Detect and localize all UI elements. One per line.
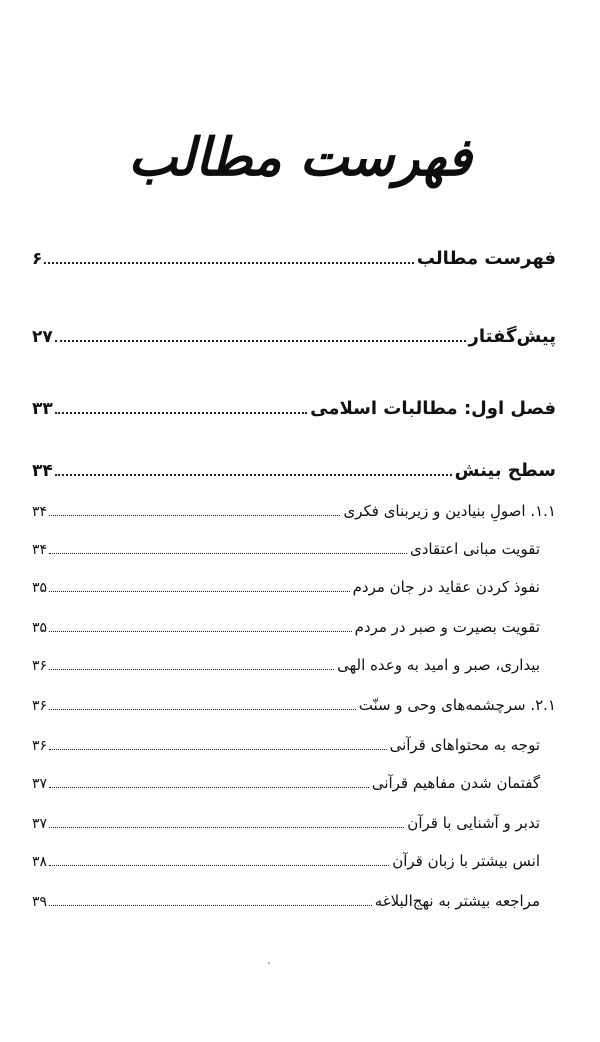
toc-entry-title: بیداری، صبر و امید به وعده الهی — [337, 656, 540, 674]
toc-entry[interactable] — [32, 774, 556, 792]
toc-entry[interactable] — [32, 326, 556, 347]
toc-entry-page: ۶ — [32, 249, 43, 269]
toc-entry-title: پیش‌گفتار — [468, 326, 556, 347]
toc-entry-page: ۳۹ — [32, 894, 48, 910]
toc-entry-page: ۲۷ — [32, 327, 53, 347]
scan-speck — [268, 962, 270, 964]
toc-entry-title: نفوذ کردن عقاید در جان مردم — [352, 578, 540, 596]
toc-entry-title: سطح بینش — [454, 460, 556, 481]
dot-leader — [49, 865, 389, 866]
toc-entry-page: ۳۸ — [32, 854, 48, 870]
toc-entry-page: ۳۴ — [32, 542, 48, 558]
toc-entry-page: ۳۴ — [32, 504, 48, 520]
toc-entry[interactable] — [32, 248, 556, 269]
dot-leader — [49, 905, 372, 906]
dot-leader — [49, 591, 350, 592]
toc-entry-title: فهرست مطالب — [416, 248, 556, 269]
toc-entry-page: ۳۵ — [32, 620, 48, 636]
toc-entry-title: تقویت بصیرت و صبر در مردم — [354, 618, 540, 636]
dot-leader — [49, 669, 334, 670]
toc-entry-page: ۳۴ — [32, 461, 53, 481]
toc-entry-title: ۱.۱. اصولِ بنیادین و زیربنای فکری — [343, 502, 556, 520]
toc-entry[interactable] — [32, 578, 556, 596]
toc-entry[interactable] — [32, 852, 556, 870]
toc-entry-page: ۳۷ — [32, 776, 48, 792]
toc-entry[interactable] — [32, 618, 556, 636]
toc-entry-title: ۲.۱. سرچشمه‌های وحی و سنّت — [358, 696, 556, 714]
toc-entry[interactable] — [32, 696, 556, 714]
toc-entry[interactable] — [32, 502, 556, 520]
dot-leader — [49, 515, 340, 516]
toc-entry[interactable] — [32, 892, 556, 910]
page-title: فهرست مطالب — [128, 127, 472, 188]
toc-entry-title: انس بیشتر با زبان قرآن — [392, 852, 540, 870]
toc-entry-title: تقویت مبانی اعتقادی — [410, 540, 540, 558]
toc-entry-title: توجه به محتواهای قرآنی — [389, 736, 540, 754]
toc-entry[interactable] — [32, 736, 556, 754]
toc-entry-title: مراجعه بیشتر به نهج‌البلاغه — [374, 892, 540, 910]
dot-leader — [49, 787, 369, 788]
dot-leader — [55, 474, 452, 476]
toc-entry-page: ۳۶ — [32, 658, 48, 674]
toc-entry-title: تدبر و آشنایی با قرآن — [407, 814, 540, 832]
dot-leader — [49, 631, 352, 632]
toc-entry-title: فصل اول: مطالبات اسلامی — [310, 398, 556, 419]
toc-entry-title: گفتمان شدن مفاهیم قرآنی — [371, 774, 540, 792]
toc-entry[interactable] — [32, 460, 556, 481]
dot-leader — [44, 262, 413, 264]
dot-leader — [49, 827, 404, 828]
dot-leader — [49, 749, 387, 750]
toc-entry-page: ۳۶ — [32, 698, 48, 714]
dot-leader — [49, 709, 356, 710]
toc-entry-page: ۳۵ — [32, 580, 48, 596]
toc-entry[interactable] — [32, 814, 556, 832]
dot-leader — [55, 340, 466, 342]
toc-entry[interactable] — [32, 656, 556, 674]
dot-leader — [55, 412, 307, 414]
dot-leader — [49, 553, 407, 554]
toc-entry[interactable] — [32, 540, 556, 558]
toc-entry-page: ۳۳ — [32, 399, 53, 419]
toc-entry[interactable] — [32, 398, 556, 419]
toc-entry-page: ۳۶ — [32, 738, 48, 754]
toc-entry-page: ۳۷ — [32, 816, 48, 832]
